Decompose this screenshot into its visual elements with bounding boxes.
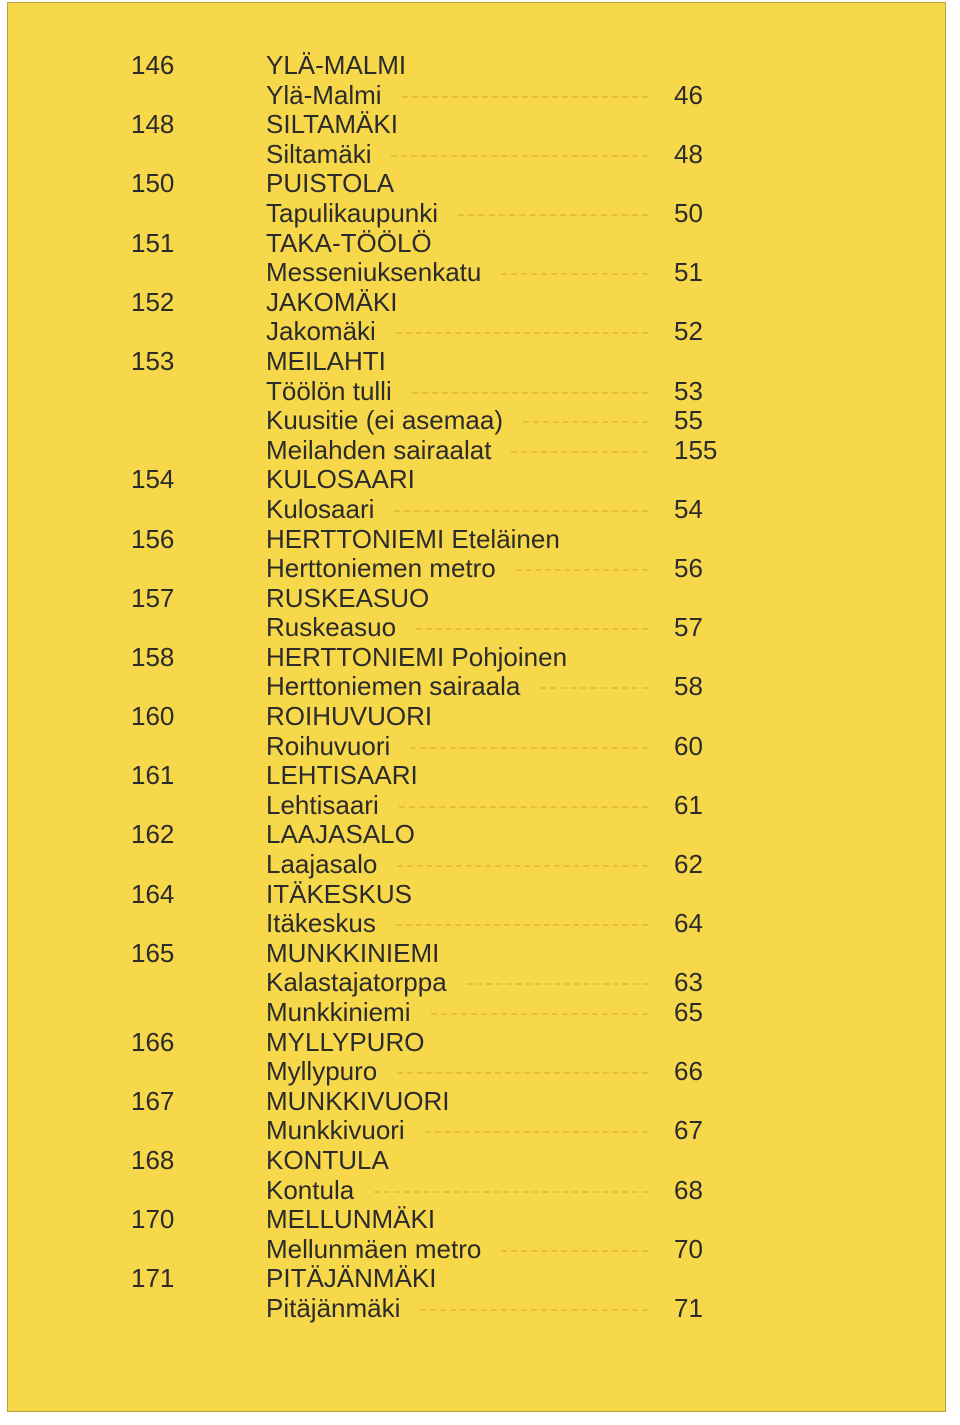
stop-name: Tapulikaupunki [266,197,439,228]
dot-leader [420,1309,648,1311]
dot-leader [467,983,648,985]
area-heading-row [8,1205,945,1235]
stop-name: Jakomäki [266,316,376,347]
area-name: YLÄ-MALMI [266,50,407,80]
dot-leader [399,806,648,808]
area-heading-row [8,761,945,791]
area-number: 164 [131,878,175,909]
dot-leader [511,451,648,453]
stop-entry-row [8,1235,945,1265]
dot-leader [516,569,648,571]
area-heading-row [8,169,945,199]
stop-name: Lehtisaari [266,789,379,820]
dot-leader [397,1072,648,1074]
stop-name: Kalastajatorppa [266,967,447,998]
area-number: 160 [131,701,175,732]
area-number: 151 [131,227,175,258]
dot-leader [501,273,648,275]
page-number: 63 [674,967,703,998]
page-number: 62 [674,849,703,880]
page-number: 61 [674,789,703,820]
page-number: 52 [674,316,703,347]
area-heading-row [8,347,945,377]
stop-name: Töölön tulli [266,375,392,406]
stop-name: Ylä-Malmi [266,79,382,110]
stop-name: Siltamäki [266,138,372,169]
area-heading-row [8,1087,945,1117]
area-name: ITÄKESKUS [266,878,412,909]
area-name: JAKOMÄKI [266,286,398,317]
area-number: 156 [131,523,175,554]
page-number: 54 [674,493,703,524]
dot-leader [431,1013,648,1015]
stop-name: Munkkivuori [266,1115,405,1146]
stop-name: Kulosaari [266,493,375,524]
area-name: MYLLYPURO [266,1026,425,1057]
page-number: 70 [674,1233,703,1264]
area-heading-row [8,1146,945,1176]
stop-name: Munkkiniemi [266,997,411,1027]
area-number: 161 [131,760,175,791]
stop-name: Herttoniemen sairaala [266,671,521,702]
page-number: 68 [674,1174,703,1205]
area-number: 158 [131,641,175,672]
area-heading-row [8,288,945,318]
area-name: KULOSAARI [266,464,415,495]
stop-name: Kontula [266,1174,355,1205]
stop-name: Myllypuro [266,1056,378,1087]
dot-leader [396,924,648,926]
area-number: 154 [131,464,175,495]
stop-entry-row [8,998,945,1028]
area-name: KONTULA [266,1144,389,1175]
stop-entry-row [8,1057,945,1087]
area-heading-row [8,1028,945,1058]
area-heading-row [8,525,945,555]
page-number: 56 [674,553,703,584]
dot-leader [397,865,648,867]
stop-entry-row [8,554,945,584]
page-number: 65 [674,997,703,1027]
dot-leader [425,1131,648,1133]
area-name: PUISTOLA [266,168,395,199]
area-name: LEHTISAARI [266,760,418,791]
area-name: MELLUNMÄKI [266,1204,436,1235]
stop-entry-row [8,672,945,702]
stop-entry-row [8,850,945,880]
area-name: HERTTONIEMI Eteläinen [266,523,560,554]
area-number: 150 [131,168,175,199]
dot-leader [523,421,648,423]
area-name: TAKA-TÖÖLÖ [266,227,432,258]
area-name: MEILAHTI [266,345,386,376]
area-heading-row [8,643,945,673]
stop-entry-row [8,258,945,288]
page-number: 67 [674,1115,703,1146]
stop-entry-row [8,613,945,643]
area-number: 146 [131,50,175,80]
area-number: 162 [131,819,175,850]
page-number: 64 [674,908,703,939]
area-heading-row [8,110,945,140]
area-name: SILTAMÄKI [266,109,398,140]
stop-entry-row [8,1176,945,1206]
stop-name: Messeniuksenkatu [266,257,482,288]
stop-entry-row [8,140,945,170]
stop-name: Herttoniemen metro [266,553,496,584]
dot-leader [410,747,648,749]
page-number: 50 [674,197,703,228]
area-name: RUSKEASUO [266,582,430,613]
area-name: HERTTONIEMI Pohjoinen [266,641,568,672]
area-name: MUNKKINIEMI [266,937,440,968]
dot-leader [402,96,648,98]
area-name: ROIHUVUORI [266,701,433,732]
stop-entry-row [8,732,945,762]
page-number: 48 [674,138,703,169]
dot-leader [374,1191,648,1193]
dot-leader [412,392,648,394]
area-number: 171 [131,1263,175,1294]
area-number: 166 [131,1026,175,1057]
page-number: 46 [674,79,703,110]
stop-entry-row [8,406,945,436]
stop-entry-row [8,909,945,939]
dot-leader [458,214,648,216]
area-number: 152 [131,286,175,317]
page-number: 71 [674,1292,703,1323]
dot-leader [394,510,648,512]
stop-entry-row [8,1116,945,1146]
stop-entry-row [8,199,945,229]
area-number: 148 [131,109,175,140]
dot-leader [501,1250,648,1252]
area-heading-row [8,51,945,81]
area-number: 168 [131,1144,175,1175]
area-heading-row [8,1264,945,1294]
area-heading-row [8,465,945,495]
area-heading-row [8,820,945,850]
area-name: MUNKKIVUORI [266,1085,450,1116]
stop-entry-row [8,968,945,998]
area-number: 170 [131,1204,175,1235]
area-number: 167 [131,1085,175,1116]
stop-entry-row [8,317,945,347]
area-heading-row [8,939,945,969]
stop-name: Kuusitie (ei asemaa) [266,405,503,436]
stop-name: Itäkeskus [266,908,376,939]
area-heading-row [8,702,945,732]
dot-leader [391,155,648,157]
dot-leader [540,687,648,689]
stop-entry-row [8,377,945,407]
page-number: 57 [674,612,703,643]
stop-entry-row [8,81,945,111]
area-name: LAAJASALO [266,819,415,850]
area-heading-row [8,584,945,614]
area-name: PITÄJÄNMÄKI [266,1263,437,1294]
area-number: 165 [131,937,175,968]
page-number: 155 [674,434,718,465]
area-number: 153 [131,345,175,376]
page-number: 55 [674,405,703,436]
index-page [7,2,946,1412]
page-number: 51 [674,257,703,288]
page-number: 58 [674,671,703,702]
stop-entry-row [8,791,945,821]
stop-name: Roihuvuori [266,730,391,761]
page-number: 53 [674,375,703,406]
stop-name: Ruskeasuo [266,612,397,643]
stop-name: Mellunmäen metro [266,1233,482,1264]
dot-leader [396,332,648,334]
dot-leader [416,628,648,630]
area-number: 157 [131,582,175,613]
index-list [8,51,945,1324]
stop-name: Laajasalo [266,849,378,880]
page-number: 66 [674,1056,703,1087]
stop-name: Meilahden sairaalat [266,434,492,465]
stop-entry-row [8,495,945,525]
stop-name: Pitäjänmäki [266,1292,401,1323]
stop-entry-row [8,436,945,466]
area-heading-row [8,229,945,259]
page-number: 60 [674,730,703,761]
area-heading-row [8,880,945,910]
stop-entry-row [8,1294,945,1324]
